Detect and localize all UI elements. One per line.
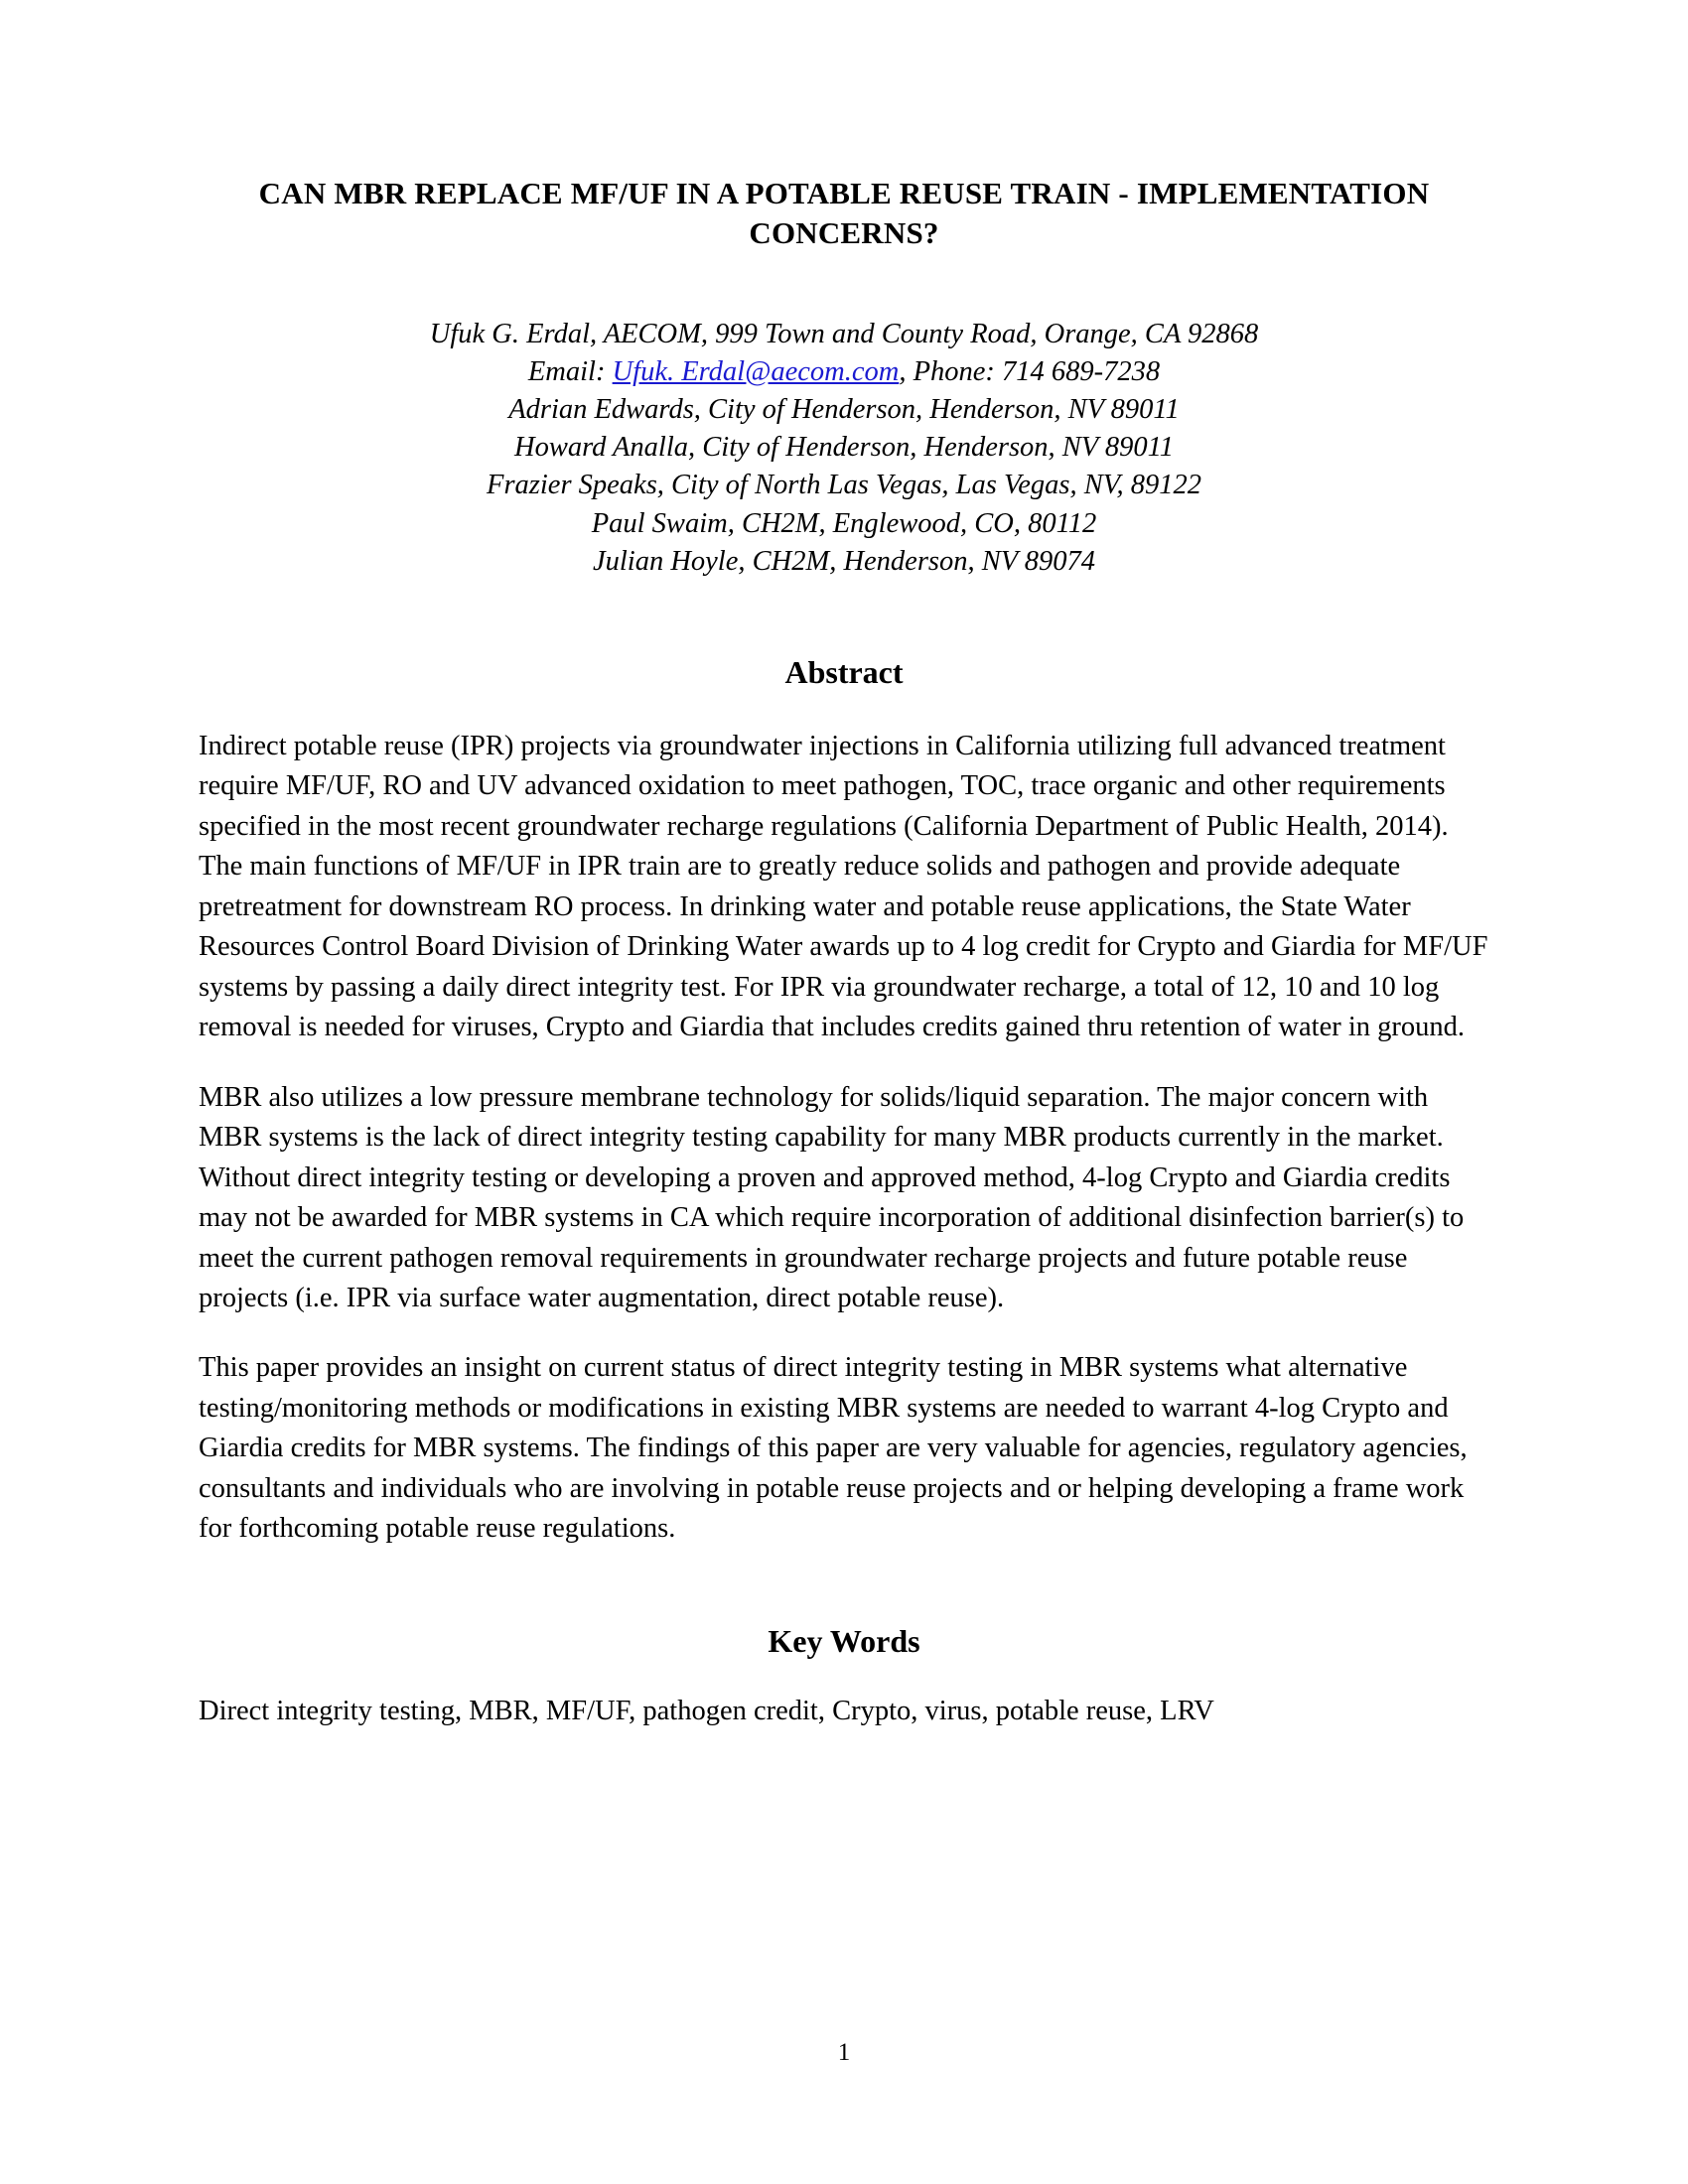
author-line-5: Frazier Speaks, City of North Las Vegas, Las Vegas, NV, 89122: [487, 470, 1201, 501]
author-line-6: Paul Swaim, CH2M, Englewood, CO, 80112: [591, 507, 1097, 539]
email-link[interactable]: Ufuk. Erdal@aecom.com: [612, 355, 900, 387]
abstract-paragraph: This paper provides an insight on current status of direct integrity testing in MBR systems what alternative testing/monitoring methods or modifications in existing MBR systems are needed to warrant 4-log Crypto and Giardia credits for MBR systems. The findings of this paper are very valuable for agencies, regulatory agencies, consultants and individuals who are involving in potable reuse projects and or helping developing a frame work for forthcoming potable reuse regulations.: [199, 1352, 1468, 1545]
author-line-1: Ufuk G. Erdal, AECOM, 999 Town and County Road, Orange, CA 92868: [429, 318, 1259, 349]
page-number: 1: [837, 2039, 851, 2066]
author-line-3: Adrian Edwards, City of Henderson, Henderson, NV 89011: [508, 393, 1180, 425]
phone-text: , Phone: 714 689-7238: [899, 355, 1161, 387]
abstract-heading: Abstract: [784, 653, 904, 690]
author-line-7: Julian Hoyle, CH2M, Henderson, NV 89074: [592, 545, 1096, 577]
abstract-paragraph: MBR also utilizes a low pressure membrane technology for solids/liquid separation. The major concern with MBR systems is the lack of direct integrity testing capability for many MBR products currently in the market. Without direct integrity testing or developing a proven and approved method, 4-log Crypto and Giardia credits may not be awarded for MBR systems in CA which require incorporation of additional disinfection barrier(s) to meet the current pathogen removal requirements in groundwater recharge projects and future potable reuse projects (i.e. IPR via surface water augmentation, direct potable reuse).: [199, 1081, 1465, 1313]
page-title: CAN MBR REPLACE MF/UF IN A POTABLE REUSE TRAIN - IMPLEMENTATION CONCERNS?: [258, 176, 1430, 251]
keywords-heading: Key Words: [768, 1622, 920, 1659]
abstract-paragraph: Indirect potable reuse (IPR) projects via groundwater injections in California utilizing full advanced treatment require MF/UF, RO and UV advanced oxidation to meet pathogen, TOC, trace organic and other requirements specified in the most recent groundwater recharge regulations (California Department of Public Health, 2014). The main functions of MF/UF in IPR train are to greatly reduce solids and pathogen and provide adequate pretreatment for downstream RO process. In drinking water and potable reuse applications, the State Water Resources Control Board Division of Drinking Water awards up to 4 log credit for Crypto and Giardia for MF/UF systems by passing a daily direct integrity test. For IPR via groundwater recharge, a total of 12, 10 and 10 log removal is needed for viruses, Crypto and Giardia that includes credits gained thru retention of water in ground.: [199, 730, 1488, 1043]
abstract-body: [199, 727, 1489, 1550]
author-line-4: Howard Analla, City of Henderson, Henderson, NV 89011: [514, 432, 1174, 464]
email-label: Email:: [527, 355, 613, 387]
keywords-text: Direct integrity testing, MBR, MF/UF, pathogen credit, Crypto, virus, potable reuse, LRV: [199, 1695, 1214, 1726]
author-contact-line: [199, 353, 1489, 391]
author-block: [199, 316, 1489, 581]
